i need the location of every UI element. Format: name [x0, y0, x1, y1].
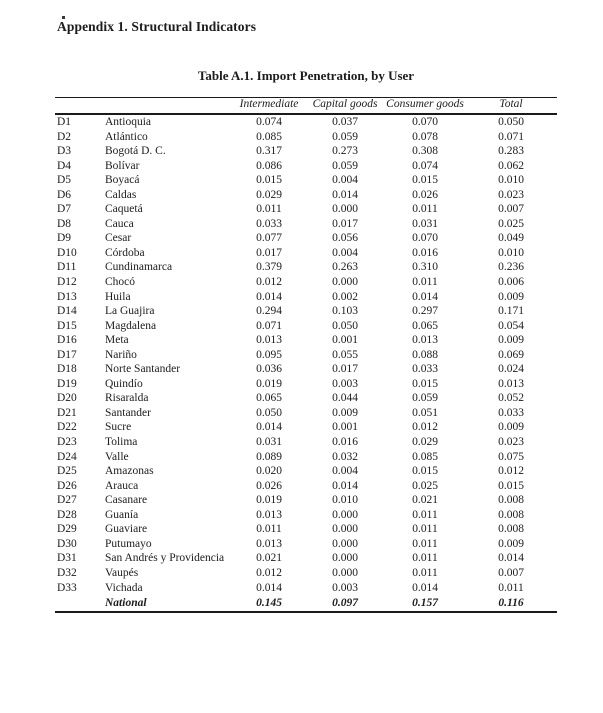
table-row: [55, 348, 557, 363]
consumer-goods-value-cell: 0.016: [412, 246, 438, 259]
intermediate-value-cell: 0.011: [256, 203, 282, 216]
capital-goods-value-cell: 0.004: [332, 465, 358, 478]
table-row: [55, 159, 557, 174]
intermediate-value-cell: 0.019: [256, 494, 282, 507]
consumer-goods-value-cell: 0.074: [412, 159, 438, 172]
consumer-goods-value-cell: 0.308: [412, 145, 438, 158]
region-name-cell: Vichada: [105, 581, 143, 594]
region-name-cell: Cundinamarca: [105, 261, 173, 274]
total-value-cell: 0.008: [498, 508, 524, 521]
intermediate-value-cell: 0.086: [256, 159, 282, 172]
region-name-cell: Cauca: [105, 217, 134, 230]
region-code-cell: D5: [57, 174, 72, 187]
total-value-cell: 0.050: [498, 116, 524, 128]
total-value-cell: 0.009: [498, 537, 524, 550]
region-name-cell: Caquetá: [105, 203, 143, 216]
total-value-cell: 0.015: [498, 479, 524, 492]
capital-goods-value-cell: 0.037: [332, 116, 358, 128]
consumer-goods-value-cell: 0.015: [412, 377, 438, 390]
consumer-goods-value-cell: 0.014: [412, 290, 438, 303]
intermediate-value-cell: 0.026: [256, 479, 282, 492]
total-value-cell: 0.069: [498, 348, 524, 361]
capital-goods-value-cell: 0.103: [332, 305, 358, 318]
consumer-goods-value-cell: 0.051: [412, 406, 438, 419]
total-value-cell: 0.007: [498, 566, 524, 579]
capital-goods-value-cell: 0.014: [332, 479, 358, 492]
table-row: [55, 420, 557, 435]
total-value-cell: 0.009: [498, 290, 524, 303]
total-value-cell: 0.007: [498, 203, 524, 216]
region-code-cell: D15: [57, 319, 77, 332]
intermediate-value-cell: 0.065: [256, 392, 282, 405]
intermediate-value-cell: 0.050: [256, 406, 282, 419]
consumer-goods-value-cell: 0.078: [412, 130, 438, 143]
consumer-goods-value-cell: 0.015: [412, 465, 438, 478]
region-code-cell: D9: [57, 232, 72, 245]
total-value-cell: 0.062: [498, 159, 524, 172]
capital-goods-value-cell: 0.003: [332, 581, 358, 594]
region-code-cell: D12: [57, 276, 77, 289]
intermediate-value-cell: 0.015: [256, 174, 282, 187]
total-value-cell: 0.009: [498, 421, 524, 434]
national-code-cell: [55, 595, 105, 612]
table-row: [55, 231, 557, 246]
capital-goods-value-cell: 0.032: [332, 450, 358, 463]
consumer-goods-value-cell: 0.011: [412, 203, 438, 216]
capital-goods-value-cell: 0.273: [332, 145, 358, 158]
table-row: [55, 144, 557, 159]
region-code-cell: D17: [57, 348, 77, 361]
national-capital-goods-value: 0.097: [305, 595, 385, 612]
total-value-cell: 0.283: [498, 145, 524, 158]
table-row: [55, 522, 557, 537]
total-value-cell: 0.052: [498, 392, 524, 405]
total-value-cell: 0.008: [498, 523, 524, 536]
consumer-goods-value-cell: 0.070: [412, 116, 438, 128]
column-header-consumer-goods: Consumer goods: [385, 98, 465, 115]
region-code-cell: D10: [57, 246, 77, 259]
table-row: [55, 464, 557, 479]
capital-goods-value-cell: 0.059: [332, 130, 358, 143]
capital-goods-value-cell: 0.263: [332, 261, 358, 274]
table-row: [55, 290, 557, 305]
region-code-cell: D3: [57, 145, 72, 158]
table-row: [55, 173, 557, 188]
capital-goods-value-cell: 0.009: [332, 406, 358, 419]
appendix-title: Appendix 1. Structural Indicators: [57, 19, 257, 34]
total-value-cell: 0.049: [498, 232, 524, 245]
table-row: [55, 435, 557, 450]
capital-goods-value-cell: 0.001: [332, 334, 358, 347]
region-code-cell: D22: [57, 421, 77, 434]
intermediate-value-cell: 0.095: [256, 348, 282, 361]
consumer-goods-value-cell: 0.031: [412, 217, 438, 230]
column-header-intermediate: Intermediate: [233, 98, 305, 115]
total-value-cell: 0.012: [498, 465, 524, 478]
column-header-code: [55, 98, 105, 115]
intermediate-value-cell: 0.085: [256, 130, 282, 143]
intermediate-value-cell: 0.012: [256, 276, 282, 289]
intermediate-value-cell: 0.014: [256, 581, 282, 594]
capital-goods-value-cell: 0.059: [332, 159, 358, 172]
total-value-cell: 0.054: [498, 319, 524, 332]
region-name-cell: Córdoba: [105, 246, 145, 259]
column-header-region: [105, 98, 233, 115]
national-label: National: [105, 595, 233, 612]
consumer-goods-value-cell: 0.059: [412, 392, 438, 405]
consumer-goods-value-cell: 0.015: [412, 174, 438, 187]
table-row: [55, 479, 557, 494]
capital-goods-value-cell: 0.000: [332, 537, 358, 550]
consumer-goods-value-cell: 0.088: [412, 348, 438, 361]
intermediate-value-cell: 0.013: [256, 537, 282, 550]
capital-goods-value-cell: 0.004: [332, 174, 358, 187]
region-name-cell: Meta: [105, 334, 129, 347]
region-name-cell: Putumayo: [105, 537, 152, 550]
national-consumer-goods-value: 0.157: [385, 595, 465, 612]
region-code-cell: D32: [57, 566, 77, 579]
region-name-cell: Antioquia: [105, 116, 151, 128]
table-row: [55, 537, 557, 552]
table-row: [55, 377, 557, 392]
column-header-capital-goods: Capital goods: [305, 98, 385, 115]
region-name-cell: Guanía: [105, 508, 139, 521]
national-total-value: 0.116: [465, 595, 557, 612]
table-row: [55, 362, 557, 377]
national-row: [55, 595, 557, 612]
intermediate-value-cell: 0.033: [256, 217, 282, 230]
region-code-cell: D33: [57, 581, 77, 594]
consumer-goods-value-cell: 0.011: [412, 276, 438, 289]
region-name-cell: Tolima: [105, 436, 138, 449]
table-header-row: [55, 98, 557, 115]
total-value-cell: 0.014: [498, 552, 524, 565]
region-code-cell: D1: [57, 116, 72, 128]
region-code-cell: D29: [57, 523, 77, 536]
consumer-goods-value-cell: 0.070: [412, 232, 438, 245]
region-code-cell: D28: [57, 508, 77, 521]
total-value-cell: 0.006: [498, 276, 524, 289]
capital-goods-value-cell: 0.010: [332, 494, 358, 507]
region-code-cell: D31: [57, 552, 77, 565]
intermediate-value-cell: 0.029: [256, 188, 282, 201]
consumer-goods-value-cell: 0.011: [412, 508, 438, 521]
region-code-cell: D19: [57, 377, 77, 390]
capital-goods-value-cell: 0.056: [332, 232, 358, 245]
total-value-cell: 0.009: [498, 334, 524, 347]
total-value-cell: 0.033: [498, 406, 524, 419]
capital-goods-value-cell: 0.004: [332, 246, 358, 259]
table-row: [55, 188, 557, 203]
intermediate-value-cell: 0.036: [256, 363, 282, 376]
intermediate-value-cell: 0.074: [256, 116, 282, 128]
capital-goods-value-cell: 0.017: [332, 363, 358, 376]
intermediate-value-cell: 0.031: [256, 436, 282, 449]
region-code-cell: D27: [57, 494, 77, 507]
region-code-cell: D6: [57, 188, 72, 201]
region-code-cell: D20: [57, 392, 77, 405]
region-name-cell: Guaviare: [105, 523, 148, 536]
intermediate-value-cell: 0.071: [256, 319, 282, 332]
table-row: [55, 114, 557, 130]
intermediate-value-cell: 0.379: [256, 261, 282, 274]
import-penetration-table: [55, 97, 557, 613]
region-name-cell: Norte Santander: [105, 363, 181, 376]
table-row: [55, 260, 557, 275]
region-name-cell: Arauca: [105, 479, 139, 492]
consumer-goods-value-cell: 0.021: [412, 494, 438, 507]
table-row: [55, 406, 557, 421]
consumer-goods-value-cell: 0.029: [412, 436, 438, 449]
total-value-cell: 0.010: [498, 174, 524, 187]
total-value-cell: 0.011: [498, 581, 524, 594]
capital-goods-value-cell: 0.055: [332, 348, 358, 361]
consumer-goods-value-cell: 0.026: [412, 188, 438, 201]
total-value-cell: 0.008: [498, 494, 524, 507]
intermediate-value-cell: 0.014: [256, 421, 282, 434]
total-value-cell: 0.024: [498, 363, 524, 376]
consumer-goods-value-cell: 0.085: [412, 450, 438, 463]
region-code-cell: D8: [57, 217, 72, 230]
table-row: [55, 333, 557, 348]
capital-goods-value-cell: 0.000: [332, 523, 358, 536]
total-value-cell: 0.010: [498, 246, 524, 259]
region-name-cell: Nariño: [105, 348, 137, 361]
region-code-cell: D25: [57, 465, 77, 478]
intermediate-value-cell: 0.089: [256, 450, 282, 463]
capital-goods-value-cell: 0.016: [332, 436, 358, 449]
table-row: [55, 493, 557, 508]
region-name-cell: Vaupés: [105, 566, 139, 579]
region-name-cell: La Guajira: [105, 305, 155, 318]
table-row: [55, 581, 557, 596]
intermediate-value-cell: 0.013: [256, 508, 282, 521]
region-name-cell: Quindío: [105, 377, 143, 390]
region-code-cell: D23: [57, 436, 77, 449]
region-name-cell: San Andrés y Providencia: [105, 552, 225, 565]
region-name-cell: Chocó: [105, 276, 136, 289]
region-code-cell: D21: [57, 406, 77, 419]
region-name-cell: Amazonas: [105, 465, 154, 478]
region-name-cell: Risaralda: [105, 392, 149, 405]
intermediate-value-cell: 0.294: [256, 305, 282, 318]
capital-goods-value-cell: 0.014: [332, 188, 358, 201]
region-name-cell: Magdalena: [105, 319, 157, 332]
total-value-cell: 0.075: [498, 450, 524, 463]
intermediate-value-cell: 0.020: [256, 465, 282, 478]
consumer-goods-value-cell: 0.012: [412, 421, 438, 434]
region-name-cell: Caldas: [105, 188, 137, 201]
total-value-cell: 0.025: [498, 217, 524, 230]
capital-goods-value-cell: 0.000: [332, 566, 358, 579]
region-code-cell: D13: [57, 290, 77, 303]
capital-goods-value-cell: 0.000: [332, 508, 358, 521]
capital-goods-value-cell: 0.000: [332, 276, 358, 289]
intermediate-value-cell: 0.011: [256, 523, 282, 536]
capital-goods-value-cell: 0.002: [332, 290, 358, 303]
total-value-cell: 0.013: [498, 377, 524, 390]
table-row: [55, 319, 557, 334]
total-value-cell: 0.023: [498, 436, 524, 449]
table-row: [55, 246, 557, 261]
table-row: [55, 551, 557, 566]
capital-goods-value-cell: 0.017: [332, 217, 358, 230]
region-name-cell: Santander: [105, 406, 151, 419]
intermediate-value-cell: 0.077: [256, 232, 282, 245]
region-name-cell: Valle: [105, 450, 129, 463]
consumer-goods-value-cell: 0.013: [412, 334, 438, 347]
table-row: [55, 450, 557, 465]
table-row: [55, 202, 557, 217]
region-code-cell: D4: [57, 159, 72, 172]
total-value-cell: 0.023: [498, 188, 524, 201]
table-row: [55, 508, 557, 523]
total-value-cell: 0.171: [498, 305, 524, 318]
region-name-cell: Huila: [105, 290, 131, 303]
consumer-goods-value-cell: 0.011: [412, 552, 438, 565]
table-row: [55, 275, 557, 290]
region-name-cell: Atlántico: [105, 130, 148, 143]
region-code-cell: D26: [57, 479, 77, 492]
consumer-goods-value-cell: 0.011: [412, 523, 438, 536]
intermediate-value-cell: 0.019: [256, 377, 282, 390]
intermediate-value-cell: 0.017: [256, 246, 282, 259]
capital-goods-value-cell: 0.050: [332, 319, 358, 332]
capital-goods-value-cell: 0.001: [332, 421, 358, 434]
consumer-goods-value-cell: 0.025: [412, 479, 438, 492]
capital-goods-value-cell: 0.000: [332, 203, 358, 216]
table-row: [55, 130, 557, 145]
capital-goods-value-cell: 0.044: [332, 392, 358, 405]
consumer-goods-value-cell: 0.011: [412, 537, 438, 550]
region-code-cell: D18: [57, 363, 77, 376]
consumer-goods-value-cell: 0.310: [412, 261, 438, 274]
region-name-cell: Cesar: [105, 232, 132, 245]
intermediate-value-cell: 0.021: [256, 552, 282, 565]
table-row: [55, 391, 557, 406]
table-row: [55, 217, 557, 232]
intermediate-value-cell: 0.317: [256, 145, 282, 158]
capital-goods-value-cell: 0.003: [332, 377, 358, 390]
consumer-goods-value-cell: 0.014: [412, 581, 438, 594]
region-code-cell: D2: [57, 130, 72, 143]
region-name-cell: Casanare: [105, 494, 148, 507]
table-row: [55, 304, 557, 319]
region-name-cell: Boyacá: [105, 174, 140, 187]
intermediate-value-cell: 0.013: [256, 334, 282, 347]
national-intermediate-value: 0.145: [233, 595, 305, 612]
consumer-goods-value-cell: 0.065: [412, 319, 438, 332]
region-code-cell: D11: [57, 261, 77, 274]
table-row: [55, 566, 557, 581]
intermediate-value-cell: 0.012: [256, 566, 282, 579]
region-name-cell: Sucre: [105, 421, 132, 434]
total-value-cell: 0.071: [498, 130, 524, 143]
total-value-cell: 0.236: [498, 261, 524, 274]
region-name-cell: Bolívar: [105, 159, 140, 172]
region-code-cell: D24: [57, 450, 77, 463]
intermediate-value-cell: 0.014: [256, 290, 282, 303]
consumer-goods-value-cell: 0.297: [412, 305, 438, 318]
region-code-cell: D7: [57, 203, 72, 216]
region-code-cell: D14: [57, 305, 77, 318]
region-code-cell: D30: [57, 537, 77, 550]
region-name-cell: Bogotá D. C.: [105, 145, 166, 158]
consumer-goods-value-cell: 0.033: [412, 363, 438, 376]
consumer-goods-value-cell: 0.011: [412, 566, 438, 579]
column-header-total: Total: [465, 98, 557, 115]
table-title: Table A.1. Import Penetration, by User: [197, 68, 415, 83]
region-code-cell: D16: [57, 334, 77, 347]
capital-goods-value-cell: 0.000: [332, 552, 358, 565]
